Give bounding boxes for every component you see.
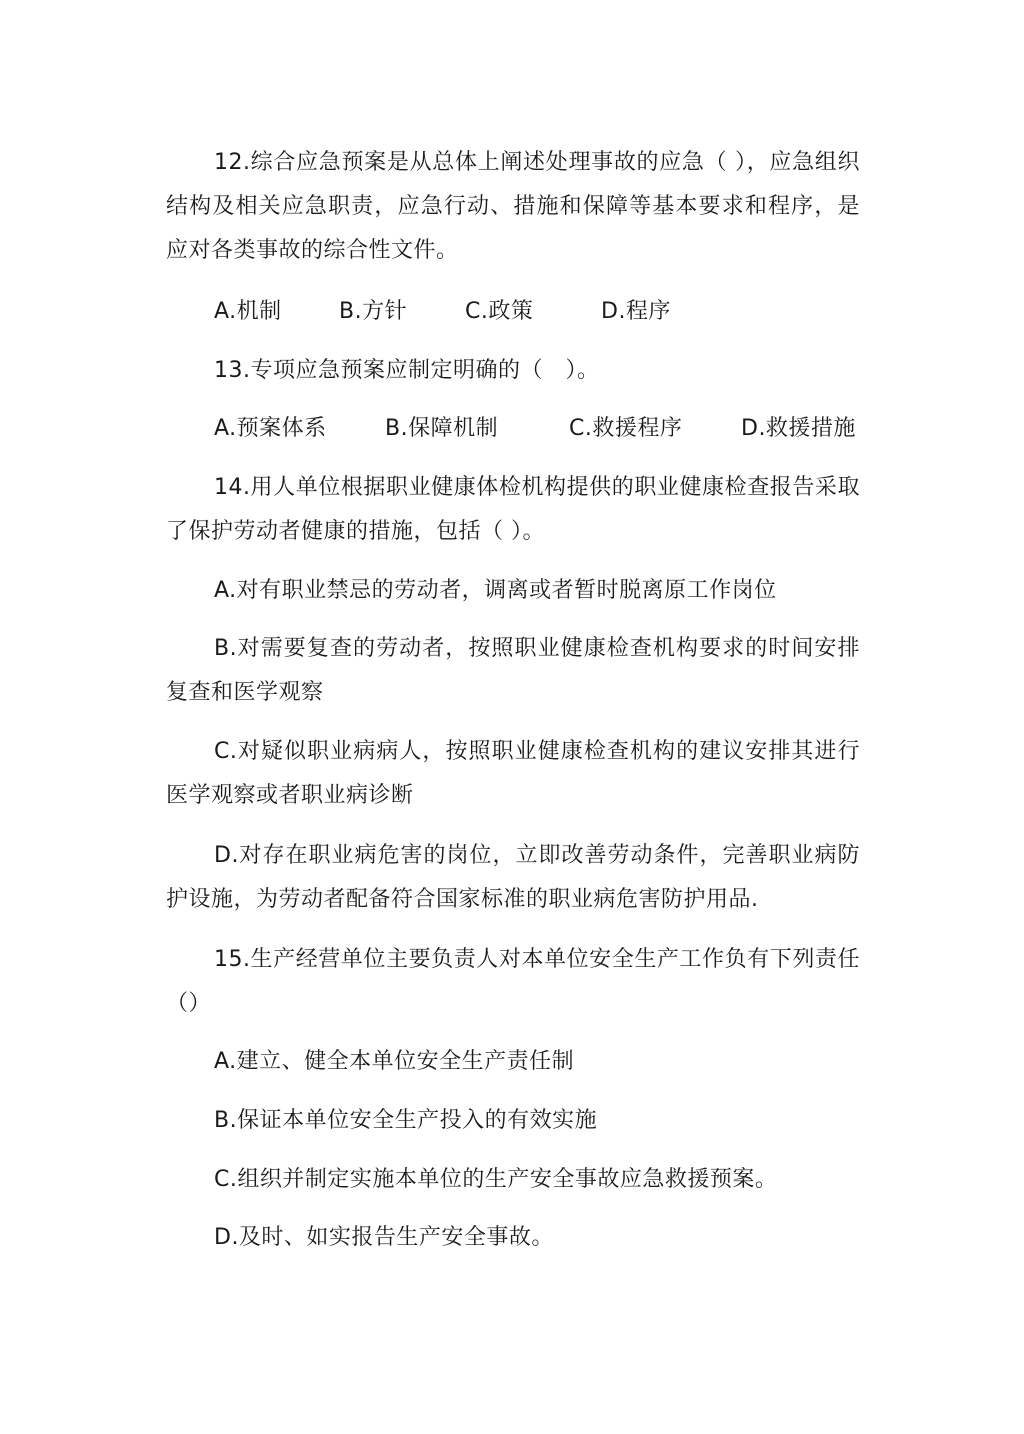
question-13-option-d: D.救援措施 <box>741 416 856 441</box>
question-14-option-a: A.对有职业禁忌的劳动者，调离或者暂时脱离原工作岗位 <box>214 578 777 603</box>
question-12-option-d: D.程序 <box>601 299 671 324</box>
question-14-option-b: B.对需要复查的劳动者，按照职业健康检查机构要求的时间安排复查和医学观察 <box>166 636 860 705</box>
question-15-option-d: D.及时、如实报告生产安全事故。 <box>214 1225 554 1250</box>
question-14-option-c: C.对疑似职业病病人，按照职业健康检查机构的建议安排其进行医学观察或者职业病诊断 <box>166 739 860 808</box>
question-12-option-c: C.政策 <box>465 299 534 324</box>
question-12-option-b: B.方针 <box>339 299 408 324</box>
question-15-option-b: B.保证本单位安全生产投入的有效实施 <box>214 1108 598 1133</box>
question-15-option-c: C.组织并制定实施本单位的生产安全事故应急救援预案。 <box>214 1167 778 1192</box>
question-13-option-c: C.救援程序 <box>569 416 683 441</box>
question-12-option-a: A.机制 <box>214 299 282 324</box>
question-13-option-a: A.预案体系 <box>214 416 327 441</box>
question-15-stem: 15.生产经营单位主要负责人对本单位安全生产工作负有下列责任（） <box>166 947 860 1016</box>
question-15-option-a: A.建立、健全本单位安全生产责任制 <box>214 1049 575 1074</box>
question-13-stem: 13.专项应急预案应制定明确的（ ）。 <box>214 358 600 383</box>
question-13-option-b: B.保障机制 <box>385 416 499 441</box>
question-12-stem: 12.综合应急预案是从总体上阐述处理事故的应急（ ），应急组织结构及相关应急职责，应急行动、措施和保障等基本要求和程序，是应对各类事故的综合性文件。 <box>166 150 860 263</box>
question-14-stem: 14.用人单位根据职业健康体检机构提供的职业健康检查报告采取了保护劳动者健康的措施，包括（ ）。 <box>166 475 860 544</box>
question-14-option-d: D.对存在职业病危害的岗位，立即改善劳动条件，完善职业病防护设施，为劳动者配备符合国家标准的职业病危害防护用品. <box>166 843 860 912</box>
